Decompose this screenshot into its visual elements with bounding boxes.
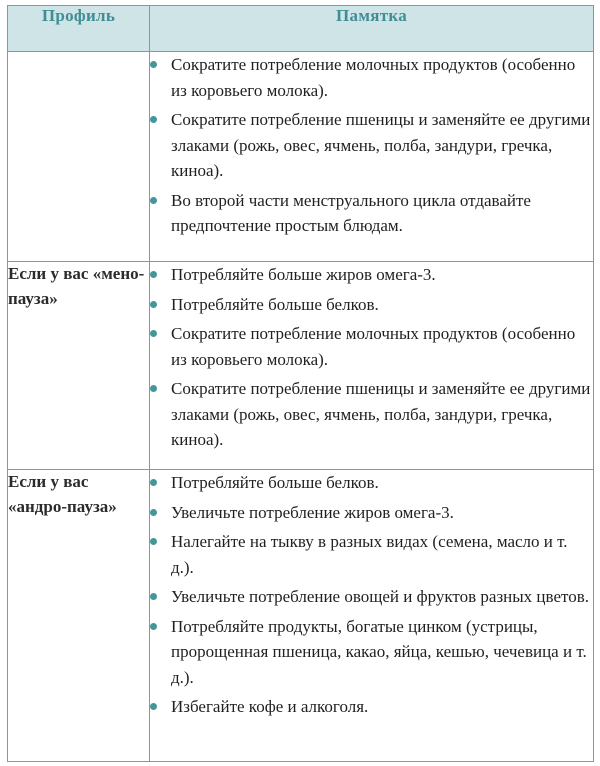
column-header-profile: Профиль: [8, 6, 150, 52]
memo-item-text: Потребляйте больше белков.: [171, 473, 379, 492]
memo-item: [150, 694, 593, 720]
memo-item-text: Избегайте кофе и алкоголя.: [171, 697, 369, 716]
memo-item-text: Потребляйте продукты, богатые цинком (устрицы, пророщенная пшеница, какао, яйца, кешью, чечевица и т. д.).: [171, 616, 587, 687]
memo-item-text: Сократите потребление молочных продуктов (особенно из коровьего молока).: [171, 55, 576, 100]
bullet-icon: [150, 479, 157, 486]
memo-item-text: Увеличьте потребление жиров омега-3.: [171, 502, 454, 522]
bullet-icon: [150, 703, 157, 710]
table-header: [8, 6, 594, 52]
memo-list: [150, 52, 593, 239]
memo-item-text: Увеличьте потребление овощей и фруктов разных цветов.: [171, 587, 589, 606]
memo-item-text: Потребляйте больше белков.: [171, 294, 379, 314]
memo-list: [150, 470, 593, 720]
bullet-icon: [150, 61, 157, 68]
memo-item: [150, 529, 593, 580]
table-row: [8, 470, 594, 762]
memo-item: [150, 107, 593, 184]
bullet-icon: [150, 197, 157, 204]
memo-item: [150, 262, 593, 288]
table-row: [8, 262, 594, 470]
memo-item-text: Во второй части менструального цикла отдавайте предпочтение простым блюдам.: [171, 190, 531, 235]
memo-item: [150, 614, 593, 691]
bullet-icon: [150, 385, 157, 392]
memo-item: [150, 188, 593, 239]
memo-item: [150, 292, 593, 318]
header-row: [8, 6, 594, 52]
memo-item: [150, 321, 593, 372]
bullet-icon: [150, 509, 157, 516]
bullet-icon: [150, 330, 157, 337]
profile-cell: [8, 262, 150, 470]
profile-cell: [8, 470, 150, 762]
bullet-icon: [150, 593, 157, 600]
memo-item: [150, 470, 593, 496]
memo-item-text: Налегайте на тыкву в разных видах (семена, масло и т. д.).: [171, 532, 568, 577]
column-header-memo: Памятка: [150, 6, 594, 52]
bullet-icon: [150, 301, 157, 308]
bullet-icon: [150, 271, 157, 278]
memo-item: [150, 584, 593, 610]
bullet-icon: [150, 538, 157, 545]
memo-item-text: Сократите потребление пшеницы и заменяйте ее другими злаками (рожь, овес, ячмень, полба, зандури, гречка, киноа).: [171, 110, 591, 180]
memo-item-text: Сократите потребление молочных продуктов (особенно из коровьего молока).: [171, 324, 576, 369]
profile-cell: [8, 52, 150, 262]
memo-cell: [150, 470, 594, 762]
bullet-icon: [150, 116, 157, 123]
profile-memo-table: [7, 5, 594, 762]
profile-label: Если у вас «мено-пауза»: [8, 264, 145, 308]
memo-item-text: Сократите потребление пшеницы и заменяйте ее другими злаками (рожь, овес, ячмень, полба, зандури, гречка, киноа).: [171, 379, 591, 449]
memo-item-text: Потребляйте больше жиров омега-3.: [171, 265, 436, 284]
table-body: [8, 52, 594, 762]
memo-cell: [150, 52, 594, 262]
table-row: [8, 52, 594, 262]
profile-label: Если у вас «андро-пауза»: [8, 472, 117, 516]
memo-cell: [150, 262, 594, 470]
memo-list: [150, 262, 593, 453]
memo-item: [150, 52, 593, 103]
memo-item: [150, 376, 593, 453]
memo-item: [150, 500, 593, 526]
bullet-icon: [150, 623, 157, 630]
